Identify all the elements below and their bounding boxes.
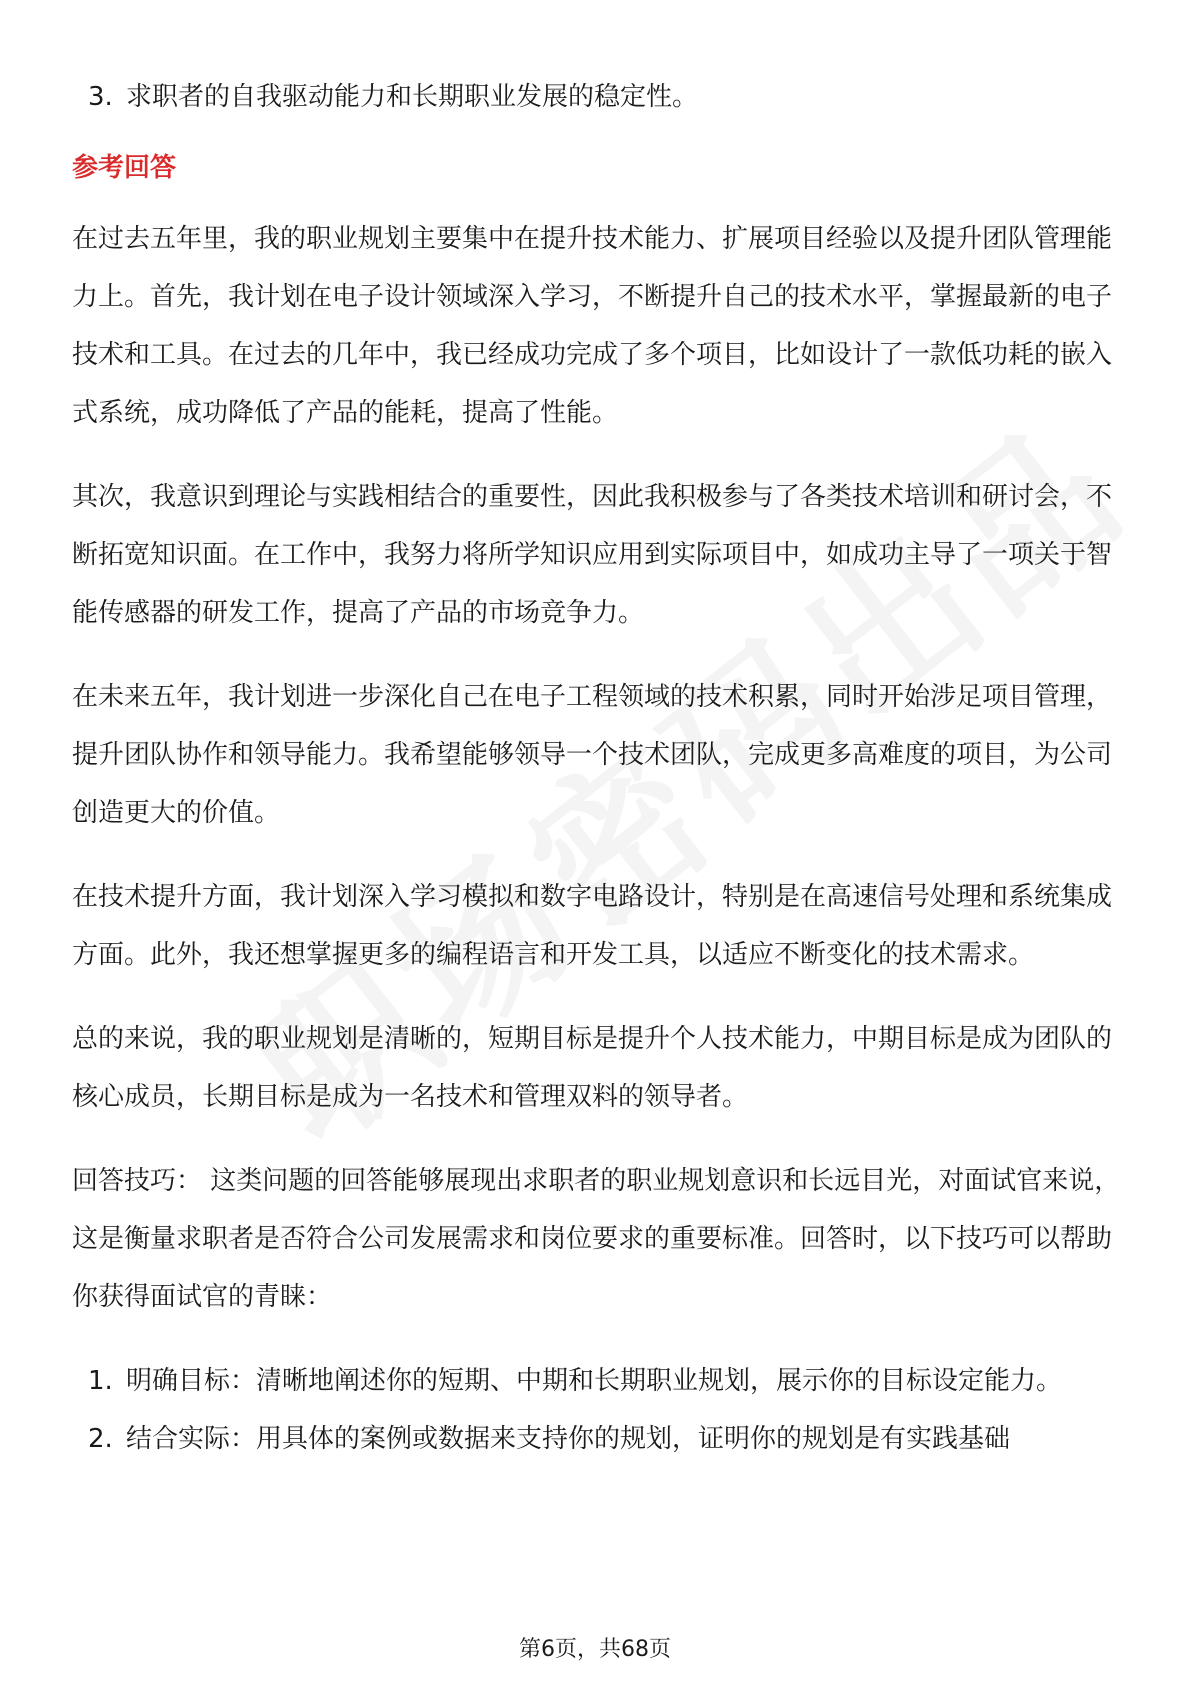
list-item bbox=[72, 68, 1122, 126]
document-content bbox=[72, 62, 1122, 1468]
list-item bbox=[72, 1410, 1122, 1468]
list-item-text: 结合实际：用具体的案例或数据来支持你的规划，证明你的规划是有实践基础 bbox=[126, 1424, 1011, 1454]
page-footer bbox=[0, 1632, 1190, 1663]
answer-paragraph-5: 总的来说，我的职业规划是清晰的，短期目标是提升个人技术能力，中期目标是成为团队的核心成员，长期目标是成为一名技术和管理双料的领导者。 bbox=[72, 1024, 1113, 1112]
requirements-list bbox=[72, 68, 1122, 126]
section-heading: 参考回答 bbox=[72, 153, 177, 183]
list-item-number: 2. bbox=[88, 1424, 113, 1454]
answer-paragraph-3: 在未来五年，我计划进一步深化自己在电子工程领域的技术积累，同时开始涉足项目管理，提升团队协作和领导能力。我希望能够领导一个技术团队，完成更多高难度的项目，为公司创造更大的价值。 bbox=[72, 682, 1113, 828]
list-item bbox=[72, 1352, 1122, 1410]
answer-paragraph-4: 在技术提升方面，我计划深入学习模拟和数字电路设计，特别是在高速信号处理和系统集成方面。此外，我还想掌握更多的编程语言和开发工具，以适应不断变化的技术需求。 bbox=[72, 882, 1113, 970]
list-item-number: 3. bbox=[88, 82, 113, 112]
tips-intro-paragraph: 回答技巧： 这类问题的回答能够展现出求职者的职业规划意识和长远目光，对面试官来说，这是衡量求职者是否符合公司发展需求和岗位要求的重要标准。回答时，以下技巧可以帮助你获得面试官的青睐： bbox=[72, 1166, 1121, 1312]
answer-paragraph-1: 在过去五年里，我的职业规划主要集中在提升技术能力、扩展项目经验以及提升团队管理能力上。首先，我计划在电子设计领域深入学习，不断提升自己的技术水平，掌握最新的电子技术和工具。在过去的几年中，我已经成功完成了多个项目，比如设计了一款低功耗的嵌入式系统，成功降低了产品的能耗，提高了性能。 bbox=[72, 224, 1113, 428]
list-item-text: 求职者的自我驱动能力和长期职业发展的稳定性。 bbox=[126, 82, 699, 112]
tips-list bbox=[72, 1352, 1122, 1468]
page-number: 第6页，共68页 bbox=[519, 1637, 671, 1662]
list-item-text: 明确目标：清晰地阐述你的短期、中期和长期职业规划，展示你的目标设定能力。 bbox=[126, 1366, 1063, 1396]
list-item-number: 1. bbox=[88, 1366, 113, 1396]
answer-paragraph-2: 其次，我意识到理论与实践相结合的重要性，因此我积极参与了各类技术培训和研讨会，不断拓宽知识面。在工作中，我努力将所学知识应用到实际项目中，如成功主导了一项关于智能传感器的研发工作，提高了产品的市场竞争力。 bbox=[72, 482, 1113, 628]
